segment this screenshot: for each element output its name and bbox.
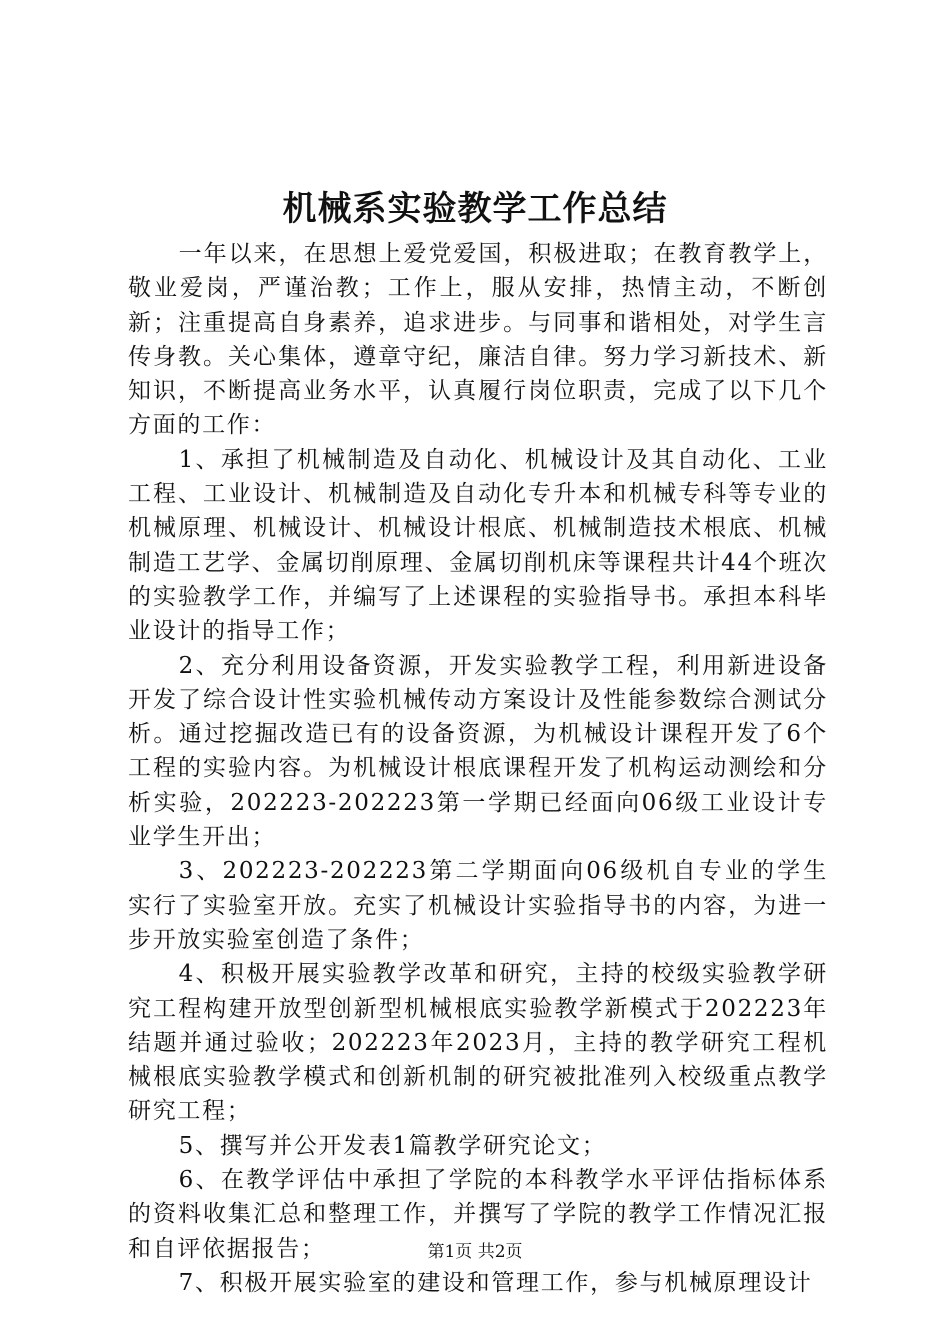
paragraph-intro: 一年以来，在思想上爱党爱国，积极进取；在教育教学上，敬业爱岗，严谨治教；工作上，服从安排，热情主动，不断创新；注重提高自身素养，追求进步。与同事和谐相处，对学生言传身教。关心集体，遵章守纪，廉洁自律。努力学习新技术、新知识，不断提高业务水平，认真履行岗位职责，完成了以下几个方面的工作： <box>128 241 828 439</box>
document-body <box>128 237 828 1300</box>
paragraph-item-2: 2、充分利用设备资源，开发实验教学工程，利用新进设备开发了综合设计性实验机械传动方案设计及性能参数综合测试分析。通过挖掘改造已有的设备资源，为机械设计课程开发了6个工程的实验内容。为机械设计根底课程开发了机构运动测绘和分析实验，202223-202223第一学期已经面向06级工业设计专业学生开出； <box>128 652 828 851</box>
paragraph-item-5: 5、撰写并公开发表1篇教学研究论文； <box>178 1132 607 1159</box>
page-number-footer: 第1页 共2页 <box>427 1242 523 1262</box>
paragraph-item-7: 7、积极开展实验室的建设和管理工作，参与机械原理设计 <box>178 1269 813 1296</box>
paragraph-item-4: 4、积极开展实验教学改革和研究，主持的校级实验教学研究工程构建开放型创新型机械根底实验教学新模式于202223年结题并通过验收；202223年2023月，主持的教学研究工程机械根底实验教学模式和创新机制的研究被批准列入校级重点教学研究工程； <box>128 961 828 1125</box>
paragraph-item-3: 3、202223-202223第二学期面向06级机自专业的学生实行了实验室开放。充实了机械设计实验指导书的内容，为进一步开放实验室创造了条件； <box>128 858 828 953</box>
paragraph-item-6: 6、在教学评估中承担了学院的本科教学水平评估指标体系的资料收集汇总和整理工作，并撰写了学院的教学工作情况汇报和自评依据报告； <box>128 1167 828 1262</box>
document-title: 机械系实验教学工作总结 <box>282 189 668 229</box>
paragraph-item-1: 1、承担了机械制造及自动化、机械设计及其自动化、工业工程、工业设计、机械制造及自动化专升本和机械专科等专业的机械原理、机械设计、机械设计根底、机械制造技术根底、机械制造工艺学、金属切削原理、金属切削机床等课程共计44个班次的实验教学工作，并编写了上述课程的实验指导书。承担本科毕业设计的指导工作； <box>128 446 828 645</box>
